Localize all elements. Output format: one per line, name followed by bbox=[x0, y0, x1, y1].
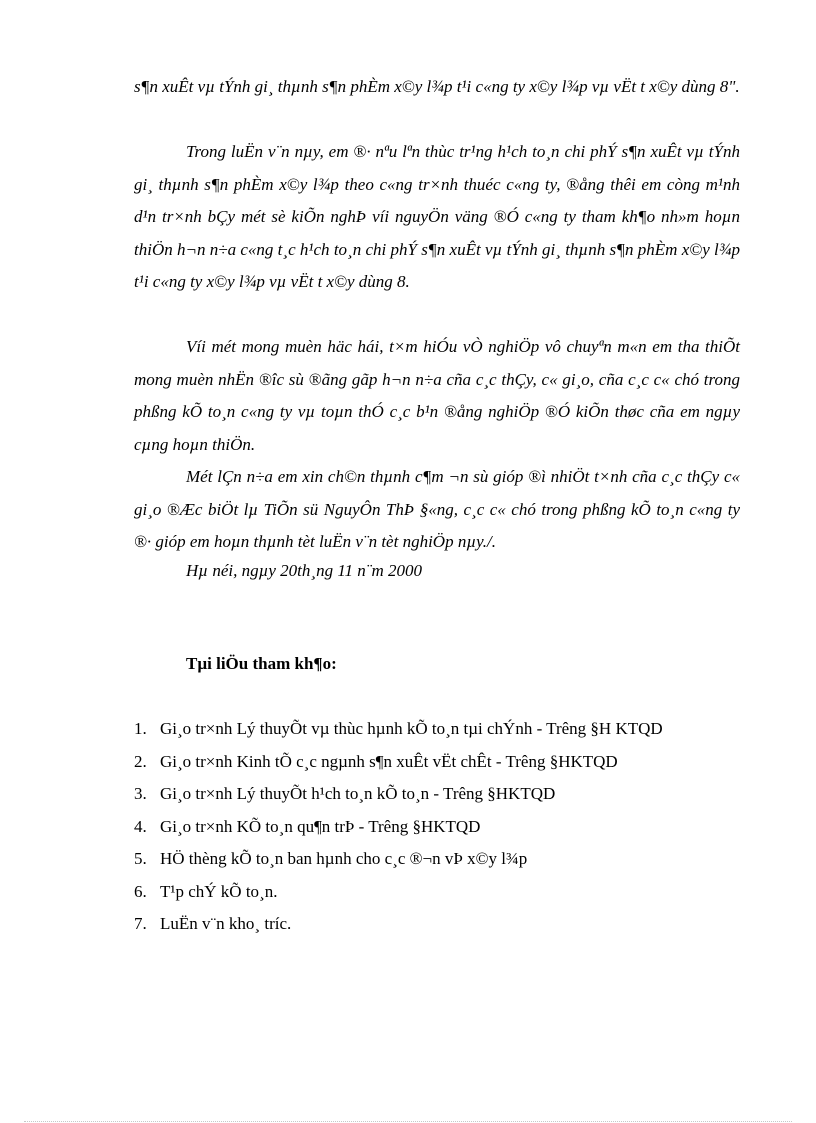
reference-text: Gi¸o tr×nh Lý thuyÕt h¹ch to¸n kÕ to¸n - Trêng §HKTQD bbox=[160, 784, 556, 803]
reference-number: 2. bbox=[134, 751, 147, 771]
paragraph-thesis-summary: Trong luËn v¨n nµy, em ®· nªu lªn thùc tr¹ng h¹ch to¸n chi phÝ s¶n xuÊt vµ tÝnh gi¸ thµnh s¶n phÈm x©y l¾p theo c«ng tr×nh thuéc c«ng ty, ®ång thêi em còng m¹nh d¹n tr×nh bÇy mét sè kiÕn nghÞ víi nguyÖn väng ®Ó c«ng ty tham kh¶o nh»m hoµn thiÖn h¬n n÷a c«ng t¸c h¹ch to¸n chi phÝ s¶n xuÊt vµ tÝnh gi¸ thµnh s¶n phÈm x©y l¾p t¹i c«ng ty x©y l¾p vµ vËt t x©y dùng 8. bbox=[134, 142, 740, 291]
reference-number: 3. bbox=[134, 784, 147, 803]
references-list bbox=[134, 713, 774, 941]
reference-item bbox=[134, 778, 774, 811]
reference-text: HÖ thèng kÕ to¸n ban hµnh cho c¸c ®¬n vÞ x©y l¾p bbox=[160, 849, 528, 868]
reference-item bbox=[134, 843, 774, 876]
reference-text: LuËn v¨n kho¸ tríc. bbox=[160, 914, 292, 933]
reference-number: 1. bbox=[134, 719, 147, 738]
reference-number: 5. bbox=[134, 849, 147, 868]
paragraph-wish: Víi mét mong muèn häc hái, t×m hiÓu vÒ nghiÖp vô chuyªn m«n em tha thiÕt mong muèn nhËn ®îc sù ®ãng gãp h¬n n÷a cña c¸c thÇy, c« gi¸o, cña c¸c c« chó trong phßng kÕ to¸n c«ng ty vµ toµn thÓ c¸c b¹n ®ång nghiÖp ®Ó kiÕn thøc cña em ngµy cµng hoµn thiÖn. bbox=[134, 337, 740, 454]
paragraph-continuation: s¶n xuÊt vµ tÝnh gi¸ thµnh s¶n phÈm x©y l¾p t¹i c«ng ty x©y l¾p vµ vËt t x©y dùng 8". bbox=[134, 77, 740, 96]
reference-item bbox=[134, 713, 774, 746]
reference-item bbox=[134, 746, 774, 779]
reference-text: Gi¸o tr×nh Lý thuyÕt vµ thùc hµnh kÕ to¸n tµi chÝnh - Trêng §H KTQD bbox=[160, 719, 663, 738]
paragraph-thanks: Mét lÇn n÷a em xin ch©n thµnh c¶m ¬n sù gióp ®ì nhiÖt t×nh cña c¸c thÇy c« gi¸o ®Æc biÖt lµ TiÕn sü NguyÔn ThÞ §«ng, c¸c c« chó trong phßng kÕ to¸n c«ng ty ®· gióp em hoµn thµnh tèt luËn v¨n tèt nghiÖp nµy./. bbox=[134, 467, 740, 551]
reference-number: 7. bbox=[134, 914, 147, 933]
page-bottom-divider bbox=[24, 1121, 792, 1122]
reference-item bbox=[134, 811, 774, 844]
reference-text: T¹p chÝ kÕ to¸n. bbox=[160, 881, 278, 901]
reference-item bbox=[134, 908, 774, 941]
reference-item bbox=[134, 876, 774, 909]
reference-number: 6. bbox=[134, 881, 147, 901]
reference-text: Gi¸o tr×nh KÕ to¸n qu¶n trÞ - Trêng §HKTQD bbox=[160, 816, 481, 836]
reference-number: 4. bbox=[134, 816, 147, 836]
references-heading: Tµi liÖu tham kh¶o: bbox=[186, 654, 337, 673]
reference-text: Gi¸o tr×nh Kinh tÕ c¸c ngµnh s¶n xuÊt vËt chÊt - Trêng §HKTQD bbox=[160, 751, 618, 771]
closing-date: Hµ néi, ngµy 20th¸ng 11 n¨m 2000 bbox=[186, 561, 422, 580]
